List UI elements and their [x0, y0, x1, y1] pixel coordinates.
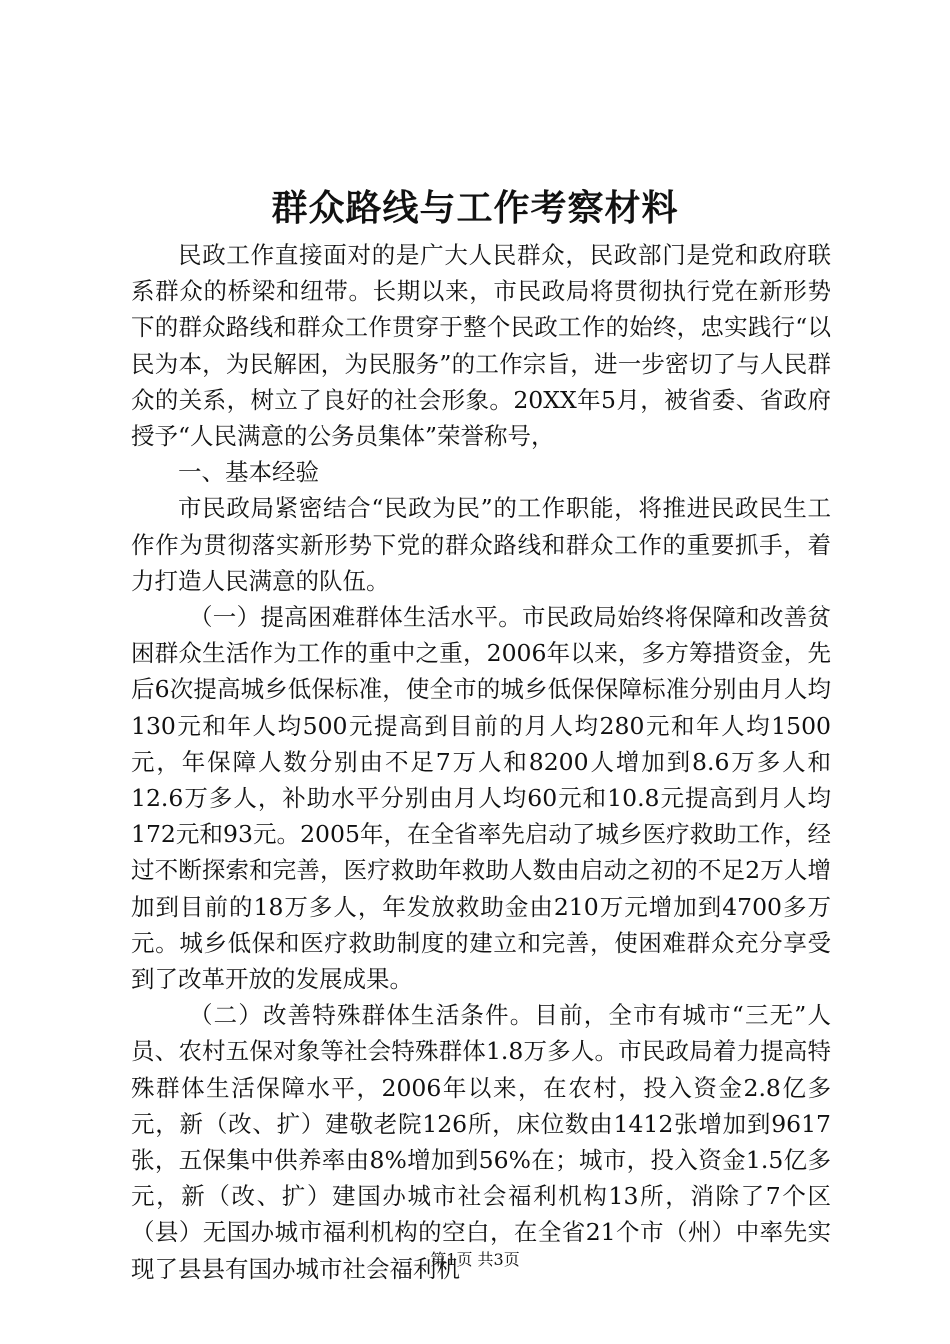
paragraph-item-two: （二）改善特殊群体生活条件。目前，全市有城市“三无”人员、农村五保对象等社会特殊群体1.8万多人。市民政局着力提高特殊群体生活保障水平，2006年以来，在农村，投入资金2.8亿多元，新（改、扩）建敬老院126所，床位数由1412张增加到9617张，五保集中供养率由8%增加到56%在；城市，投入资金1.5亿多元，新（改、扩）建国办城市社会福利机构13所，消除了7个区（县）无国办城市福利机构的空白，在全省21个市（州）中率先实现了县县有国办城市社会福利机: [131, 1001, 831, 1283]
paragraph-section-summary: 市民政局紧密结合“民政为民”的工作职能，将推进民政民生工作作为贯彻落实新形势下党的群众路线和群众工作的重要抓手，着力打造人民满意的队伍。: [131, 494, 831, 595]
paragraph-item-one: （一）提高困难群体生活水平。市民政局始终将保障和改善贫困群众生活作为工作的重中之重，2006年以来，多方筹措资金，先后6次提高城乡低保标准，使全市的城乡低保保障标准分别由月人均130元和年人均500元提高到目前的月人均280元和年人均1500元，年保障人数分别由不足7万人和8200人增加到8.6万多人和12.6万多人，补助水平分别由月人均60元和10.8元提高到月人均172元和93元。2005年，在全省率先启动了城乡医疗救助工作，经过不断探索和完善，医疗救助年救助人数由启动之初的不足2万人增加到目前的18万多人，年发放救助金由210万元增加到4700多万元。城乡低保和医疗救助制度的建立和完善，使困难群众充分享受到了改革开放的发展成果。: [131, 603, 831, 994]
document-body: [131, 237, 831, 1287]
section-heading-basic-experience: 一、基本经验: [178, 458, 319, 487]
document-title: 群众路线与工作考察材料: [271, 187, 679, 229]
page-footer: 第1页 共3页: [430, 1250, 520, 1269]
paragraph-intro: 民政工作直接面对的是广大人民群众，民政部门是党和政府联系群众的桥梁和纽带。长期以来，市民政局将贯彻执行党在新形势下的群众路线和群众工作贯穿于整个民政工作的始终，忠实践行“以民为本，为民解困，为民服务”的工作宗旨，进一步密切了与人民群众的关系，树立了良好的社会形象。20XX年5月，被省委、省政府授予“人民满意的公务员集体”荣誉称号，: [131, 241, 831, 451]
